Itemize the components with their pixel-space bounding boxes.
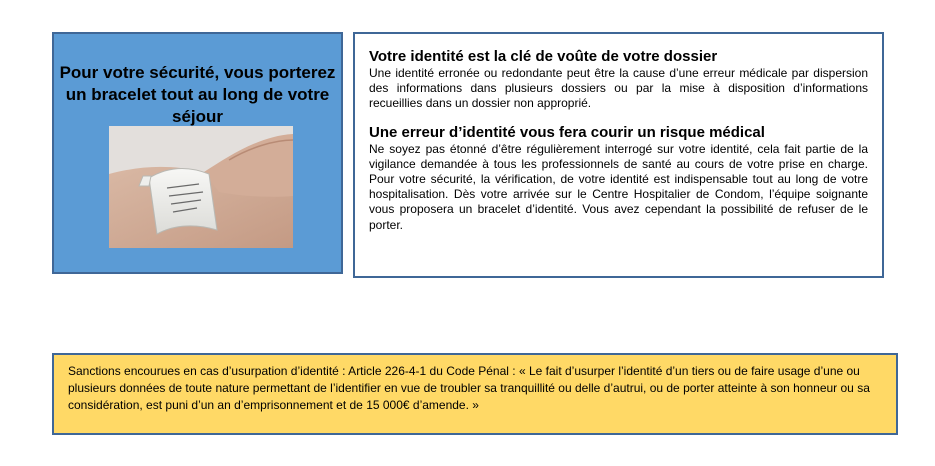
- sanctions-panel: [52, 353, 898, 435]
- identity-heading-1: Votre identité est la clé de voûte de votre dossier: [369, 48, 718, 65]
- identity-info-panel: [353, 32, 884, 278]
- security-title: Pour votre sécurité, vous porterez un bracelet tout au long de votre séjour: [59, 63, 336, 126]
- wrist-bracelet-photo: [109, 126, 293, 248]
- security-info-panel: [52, 32, 343, 274]
- identity-paragraph-1: Une identité erronée ou redondante peut être la cause d’une erreur médicale par dispersion des informations dans plusieurs dossiers ou par la mise à disposition d’informations recueillies dans un dossier non approprié.: [369, 66, 868, 111]
- sanctions-text: Sanctions encourues en cas d’usurpation d’identité : Article 226-4-1 du Code Pénal : « Le fait d’usurper l’identité d’un tiers ou de faire usage d’une ou plusieurs données de toute nature permettant de l’identifier en vue de troubler sa tranquillité ou delle d’autrui, ou de porter atteinte à son honneur ou sa considération, est puni d’un an d’emprisonnement et de 15 000€ d’amende. »: [68, 364, 870, 412]
- identity-heading-2: Une erreur d’identité vous fera courir un risque médical: [369, 123, 765, 141]
- identity-paragraph-2: Ne soyez pas étonné d’être régulièrement interrogé sur votre identité, cela fait partie de la vigilance demandée à tous les professionnels de santé au cours de votre prise en charge. Pour votre sécurité, la vérification, de votre identité est indispensable tout au long de votre hospitalisation. Dès votre arrivée sur le Centre Hospitalier de Condom, l’équipe soignante vous proposera un bracelet d’identité. Vous avez cependant la possibilité de refuser de le porter.: [369, 141, 868, 232]
- bracelet-illustration: [109, 126, 293, 248]
